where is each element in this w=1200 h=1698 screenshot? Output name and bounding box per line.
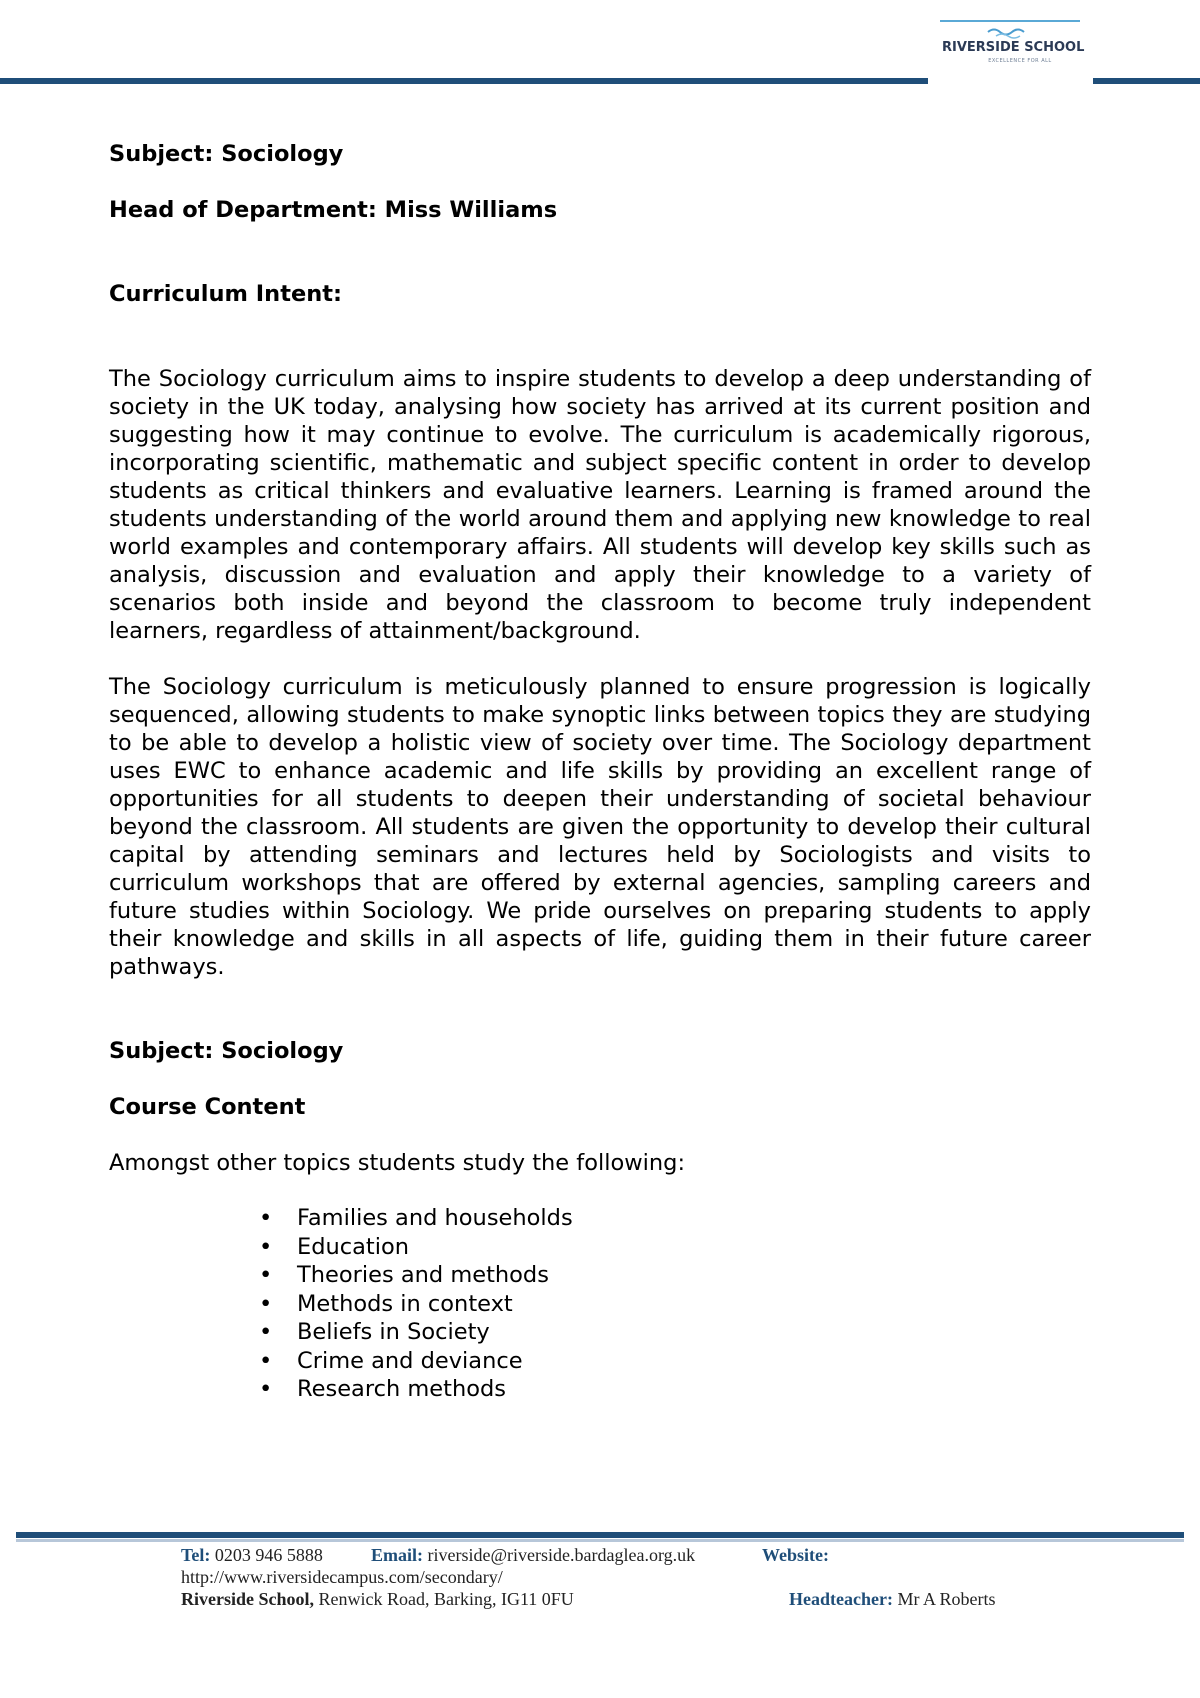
list-item xyxy=(109,1261,573,1290)
email-link[interactable]: riverside@riverside.bardaglea.org.uk xyxy=(427,1545,696,1565)
list-item xyxy=(109,1290,573,1319)
intent-paragraph-2: The Sociology curriculum is meticulously planned to ensure progression is logically sequenced, allowing students to make synoptic links between topics they are studying to be able to develop a holistic view of society over time. The Sociology department uses EWC to enhance academic and life skills by providing an excellent range of opportunities for all students to deepen their understanding of societal behaviour beyond the classroom. All students are given the opportunity to develop their cultural capital by attending seminars and lectures held by Sociologists and visits to curriculum workshops that are offered by external agencies, sampling careers and future studies within Sociology. We pride ourselves on preparing students to apply their knowledge and skills in all aspects of life, guiding them in their future career pathways. xyxy=(109,674,1091,980)
list-item-label: Education xyxy=(297,1233,410,1260)
bullet-icon: • xyxy=(259,1319,273,1345)
list-item xyxy=(109,1233,573,1262)
website-link[interactable]: http://www.riversidecampus.com/secondary/ xyxy=(181,1567,503,1587)
bullet-icon: • xyxy=(259,1347,273,1374)
bullet-icon: • xyxy=(259,1233,273,1260)
wave-logo-icon xyxy=(940,18,1080,40)
course-content-heading: Course Content xyxy=(109,1094,306,1120)
head-of-department: Head of Department: Miss Williams xyxy=(109,197,558,223)
tel-label: Tel: xyxy=(181,1545,211,1565)
list-item xyxy=(109,1347,573,1376)
headteacher-label: Headteacher: xyxy=(789,1589,893,1609)
school-name: Riverside School, xyxy=(181,1589,314,1609)
curriculum-intent-heading: Curriculum Intent: xyxy=(109,281,342,307)
logo-tagline: EXCELLENCE FOR ALL xyxy=(988,58,1052,64)
topics-intro: Amongst other topics students study the following: xyxy=(109,1150,686,1176)
list-item xyxy=(109,1375,573,1404)
list-item xyxy=(109,1318,573,1347)
content-subject-heading: Subject: Sociology xyxy=(109,1038,344,1064)
intent-paragraph-1: The Sociology curriculum aims to inspire students to develop a deep understanding of society in the UK today, analysing how society has arrived at its current position and suggesting how it may continue to evolve. The curriculum is academically rigorous, incorporating scientific, mathematic and subject specific content in order to develop students as critical thinkers and evaluative learners. Learning is framed around the students understanding of the world around them and applying new knowledge to real world examples and contemporary affairs. All students will develop key skills such as analysis, discussion and evaluation and apply their knowledge to a variety of scenarios both inside and beyond the classroom to become truly independent learners, regardless of attainment/background. xyxy=(109,366,1091,644)
bullet-icon: • xyxy=(259,1290,273,1317)
headteacher-name: Mr A Roberts xyxy=(897,1589,996,1609)
bullet-icon: • xyxy=(259,1262,273,1288)
list-item-label: Beliefs in Society xyxy=(297,1319,490,1345)
footer-rule xyxy=(16,1532,1184,1538)
list-item-label: Crime and deviance xyxy=(297,1347,523,1374)
list-item-label: Research methods xyxy=(297,1376,506,1402)
bullet-icon: • xyxy=(259,1205,273,1231)
bullet-icon: • xyxy=(259,1376,273,1402)
list-item-label: Families and households xyxy=(297,1205,573,1231)
header-rule-left xyxy=(0,78,928,84)
school-logo xyxy=(940,18,1085,70)
logo-name: RIVERSIDE SCHOOL xyxy=(942,40,1085,55)
tel-value: 0203 946 5888 xyxy=(214,1545,323,1565)
school-address: Renwick Road, Barking, IG11 0FU xyxy=(318,1589,574,1609)
list-item-label: Theories and methods xyxy=(297,1262,549,1288)
header-rule-right xyxy=(1093,78,1200,84)
footer-rule-light xyxy=(16,1539,1184,1542)
website-label: Website: xyxy=(762,1545,829,1565)
intent-subject-heading: Subject: Sociology xyxy=(109,141,344,167)
email-label: Email: xyxy=(371,1545,423,1565)
list-item xyxy=(109,1204,573,1233)
document-body xyxy=(109,140,1091,1402)
list-item-label: Methods in context xyxy=(297,1290,513,1317)
topics-list xyxy=(109,1204,573,1404)
